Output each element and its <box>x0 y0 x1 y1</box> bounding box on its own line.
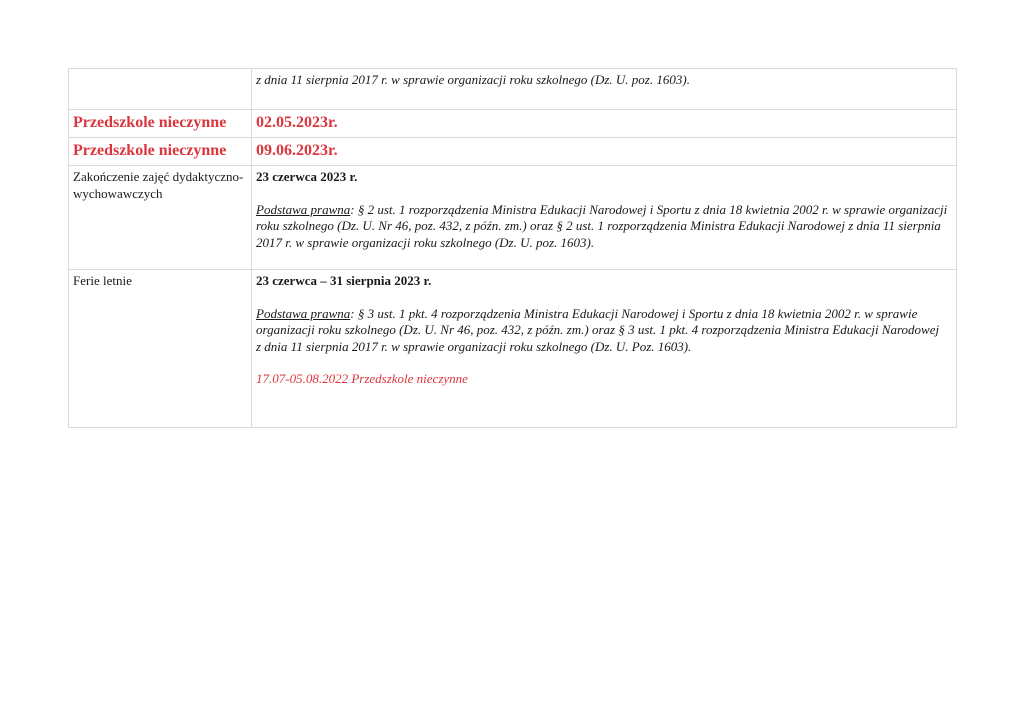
closed-label: Przedszkole nieczynne <box>73 114 227 131</box>
content-cell <box>252 166 957 270</box>
closed-label: Przedszkole nieczynne <box>73 142 227 159</box>
content-cell <box>252 110 957 138</box>
table-row <box>69 138 957 166</box>
legal-basis-label: Podstawa prawna <box>256 201 351 217</box>
content-cell <box>252 138 957 166</box>
closure-note: 17.07-05.08.2022 Przedszkole nieczynne <box>256 371 468 386</box>
closed-date: 09.06.2023r. <box>256 142 338 159</box>
legal-basis <box>256 202 952 252</box>
label-cell <box>69 270 252 428</box>
event-date: 23 czerwca – 31 sierpnia 2023 r. <box>256 273 432 288</box>
event-date: 23 czerwca 2023 r. <box>256 169 358 184</box>
table-row <box>69 69 957 110</box>
label-cell <box>69 138 252 166</box>
label-cell <box>69 69 252 110</box>
legal-basis-text: : § 3 ust. 1 pkt. 4 rozporządzenia Ministra Edukacji Narodowej i Sportu z dnia 18 kwietnia 2002 r. w sprawie organizacji roku szkolnego (Dz. U. Nr 46, poz. 432, z późn. zm.) oraz § 3 ust. 1 pkt. 4 rozporządzenia Ministra Edukacji Narodowej <box>256 305 940 337</box>
content-cell <box>252 69 957 110</box>
legal-basis-label: Podstawa prawna <box>256 305 351 321</box>
content-cell <box>252 270 957 428</box>
legal-basis-continuation: z dnia 11 sierpnia 2017 r. w sprawie organizacji roku szkolnego (Dz. U. Poz. 1603). <box>256 338 692 354</box>
school-year-calendar-table <box>68 68 957 428</box>
table-row <box>69 270 957 428</box>
label-cell <box>69 166 252 270</box>
label-cell <box>69 110 252 138</box>
table-row <box>69 166 957 270</box>
event-label: Zakończenie zajęć dydaktyczno-wychowawczych <box>73 169 244 201</box>
legal-basis-continuation: z dnia 11 sierpnia 2017 r. w sprawie organizacji roku szkolnego (Dz. U. poz. 1603). <box>256 72 690 87</box>
table-row <box>69 110 957 138</box>
event-label: Ferie letnie <box>73 273 132 288</box>
legal-basis-text: : § 2 ust. 1 rozporządzenia Ministra Edukacji Narodowej i Sportu z dnia 18 kwietnia 2002 r. w sprawie organizacji roku szkolnego (Dz. U. Nr 46, poz. 432, z późn. zm.) oraz § 2 ust. 1 rozporządzenia Ministra Edukacji Narodowej z dnia 11 sierpnia 2017 r. w sprawie organizacji roku szkolnego (Dz. U. poz. 1603). <box>256 201 948 250</box>
closed-date: 02.05.2023r. <box>256 114 338 131</box>
legal-basis <box>256 306 952 339</box>
